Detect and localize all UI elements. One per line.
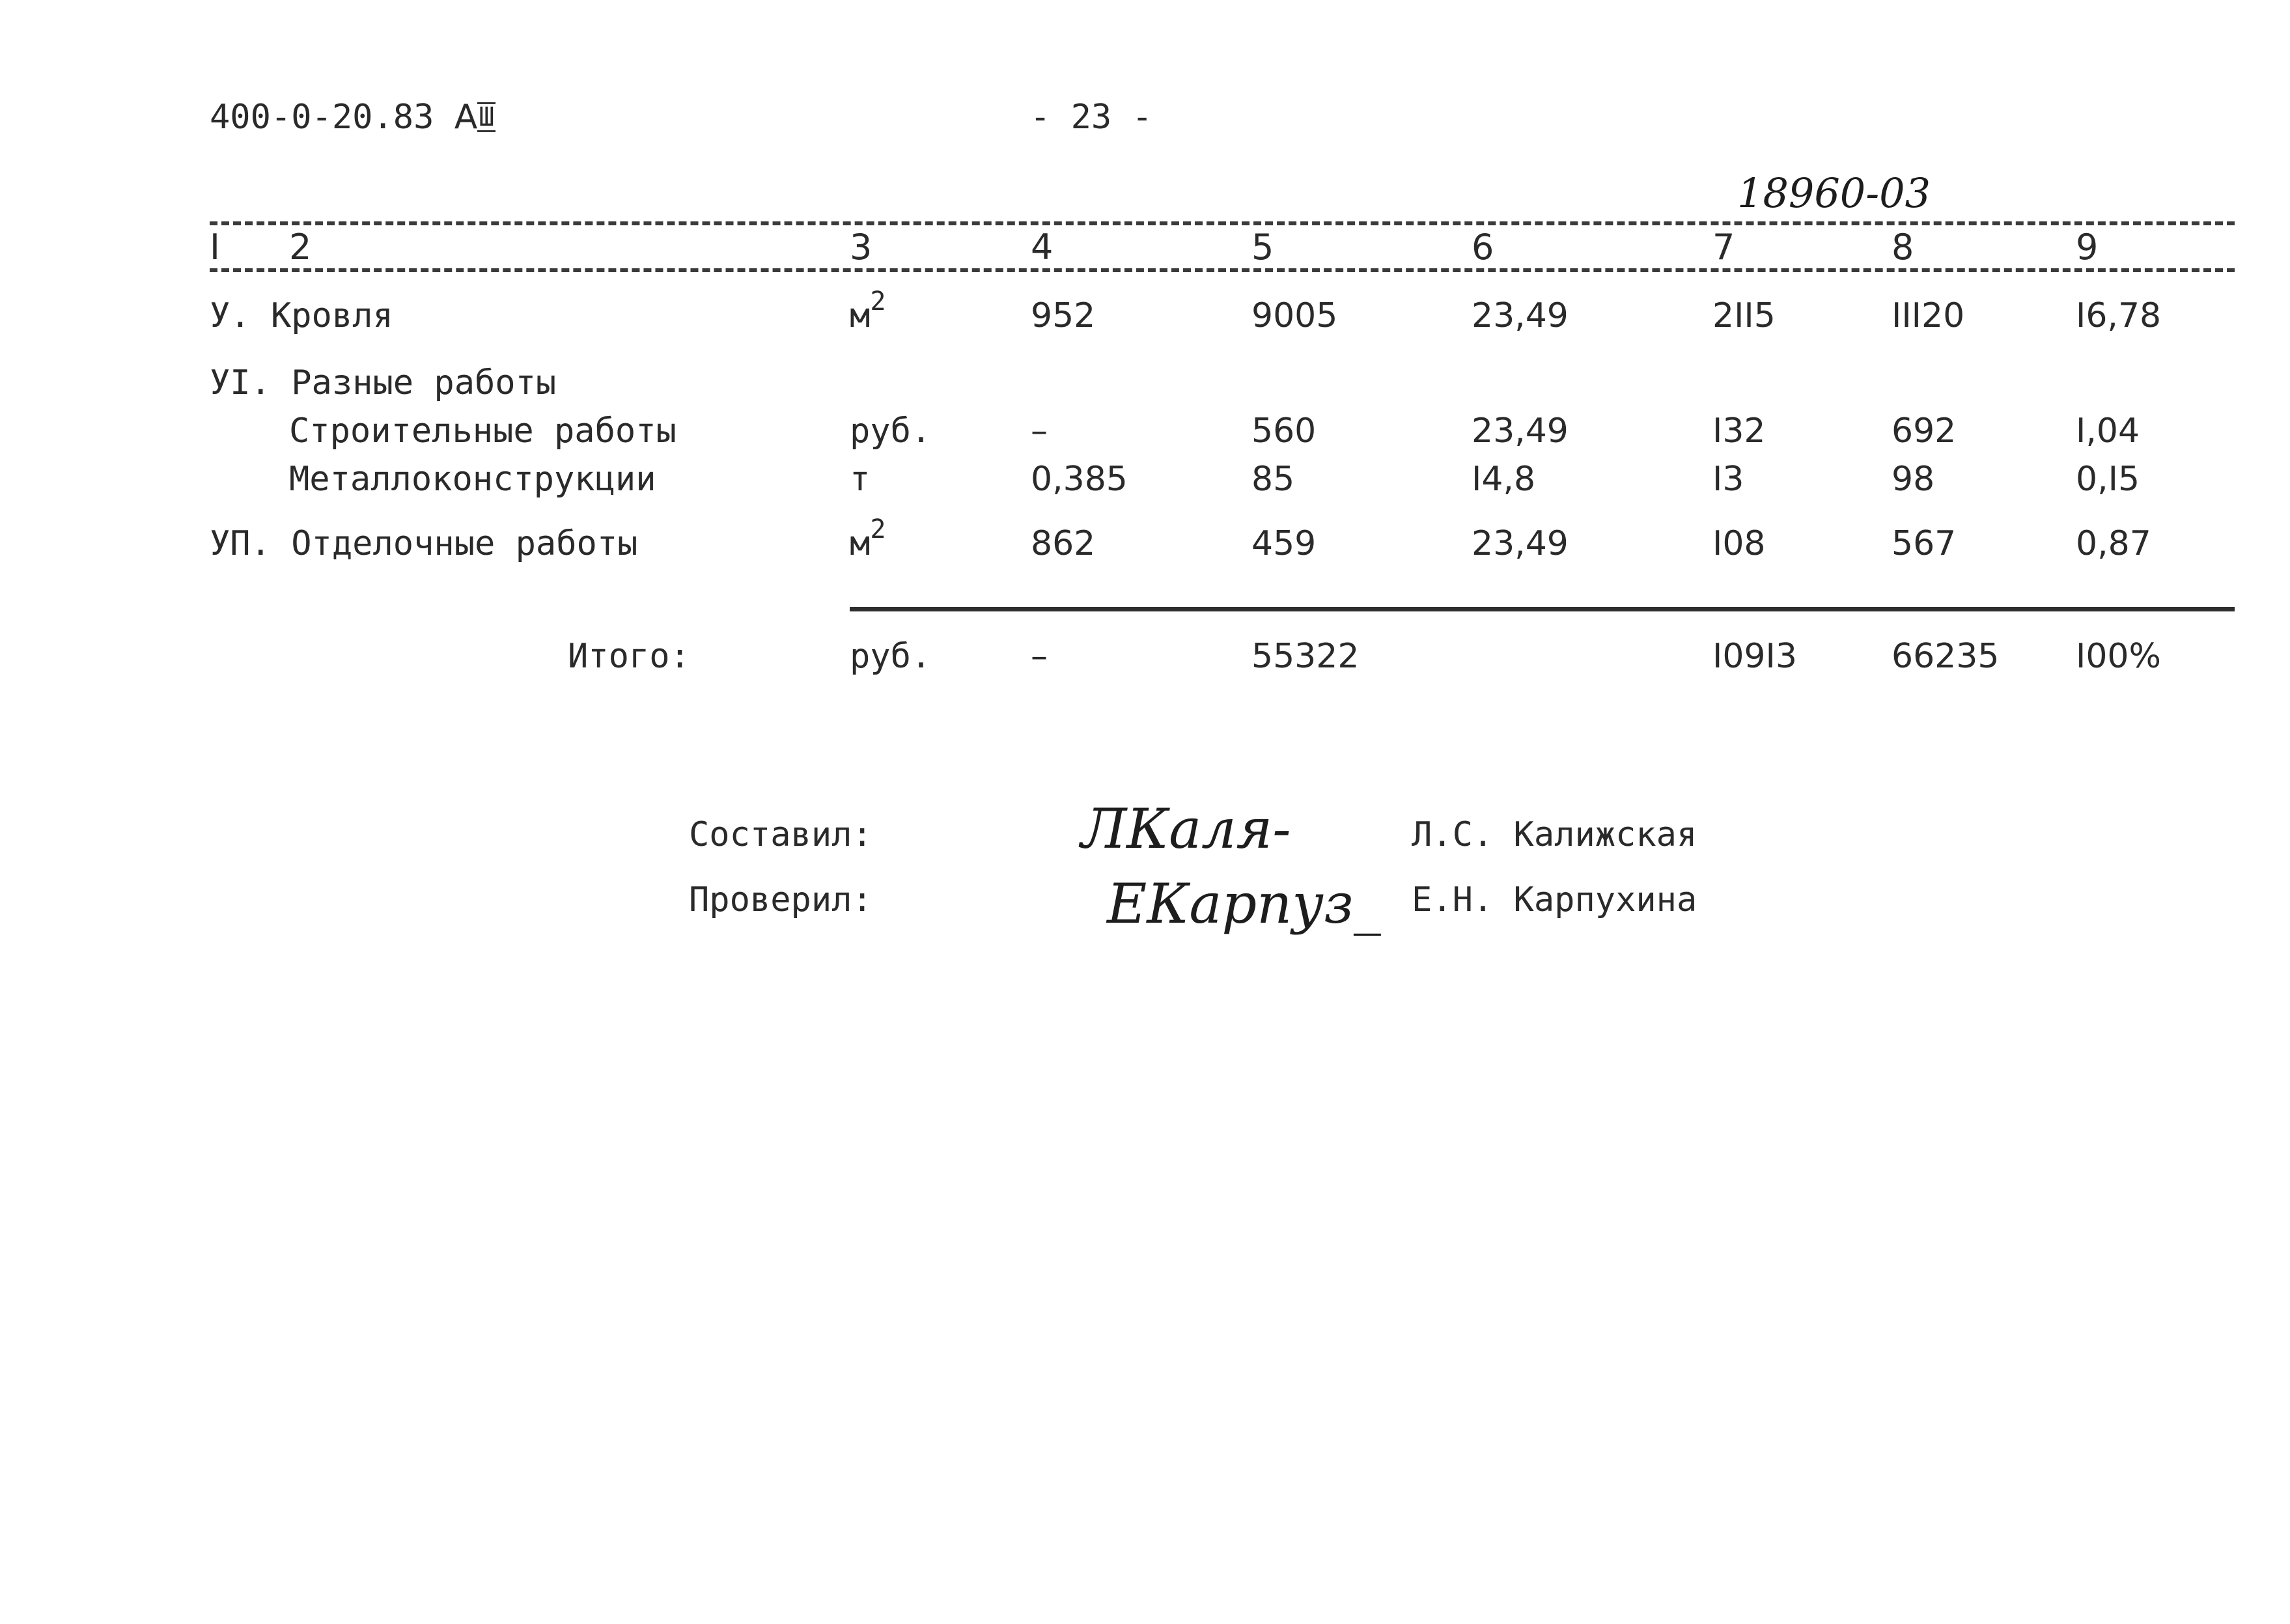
col-header-1: I xyxy=(210,227,220,268)
document-code-suffix-box: Ш xyxy=(479,102,495,132)
col-header-9: 9 xyxy=(2076,227,2099,268)
table-row-roofing xyxy=(210,296,393,335)
cell-col5: 9005 xyxy=(1251,296,1338,335)
table-top-rule xyxy=(210,221,2235,225)
cell-col6: 23,49 xyxy=(1472,524,1569,563)
col-header-3: 3 xyxy=(850,227,873,268)
subrow-label-metal: Металлоконструкции xyxy=(289,460,656,499)
table-row-finishing xyxy=(210,524,637,563)
cell-col7: I08 xyxy=(1712,524,1766,563)
cell-col5: 560 xyxy=(1251,412,1317,451)
cell-col5: 459 xyxy=(1251,524,1317,563)
cell-col4: 0,385 xyxy=(1031,460,1128,499)
unit-cell: $м^2$ xyxy=(850,287,886,335)
cell-col9: I6,78 xyxy=(2076,296,2162,335)
cell-col6: 23,49 xyxy=(1472,296,1569,335)
cell-col4: 952 xyxy=(1031,296,1096,335)
cell-col9: I,04 xyxy=(2076,412,2140,451)
handwritten-archive-number: 18960-03 xyxy=(1737,169,1931,217)
table-header-rule xyxy=(210,268,2235,272)
total-label: Итого: xyxy=(568,637,690,676)
col-header-4: 4 xyxy=(1031,227,1054,268)
section-number: УП. xyxy=(210,524,271,563)
cell-col8: III20 xyxy=(1892,296,1965,335)
cell-col8: 98 xyxy=(1892,460,1935,499)
section-number: У. xyxy=(210,296,251,335)
section-number: УI. xyxy=(210,363,271,402)
cell-col4: – xyxy=(1031,412,1048,451)
section-title: Кровля xyxy=(270,296,393,335)
total-col5: 55322 xyxy=(1251,637,1360,676)
document-code-number: 400-0-20.83 xyxy=(210,98,434,137)
cell-col5: 85 xyxy=(1251,460,1295,499)
cell-col9: 0,87 xyxy=(2076,524,2151,563)
col-header-5: 5 xyxy=(1251,227,1274,268)
total-col4: – xyxy=(1031,637,1048,676)
document-code-suffix: А xyxy=(454,98,478,137)
unit-cell: $м^2$ xyxy=(850,514,886,563)
cell-col7: I32 xyxy=(1712,412,1766,451)
cell-col8: 567 xyxy=(1892,524,1957,563)
col-header-8: 8 xyxy=(1892,227,1914,268)
total-col8: 66235 xyxy=(1892,637,2000,676)
col-header-6: 6 xyxy=(1472,227,1494,268)
table-row-misc-works xyxy=(210,363,556,402)
cell-col8: 692 xyxy=(1892,412,1957,451)
col-header-7: 7 xyxy=(1712,227,1735,268)
checked-name: Е.Н. Карпухина xyxy=(1412,880,1697,919)
document-code xyxy=(210,98,496,137)
cell-col9: 0,I5 xyxy=(2076,460,2140,499)
col-header-2: 2 xyxy=(289,227,312,268)
cell-col4: 862 xyxy=(1031,524,1096,563)
cell-col7: I3 xyxy=(1712,460,1744,499)
page-number: - 23 - xyxy=(1030,98,1152,137)
cell-col7: 2II5 xyxy=(1712,296,1776,335)
total-col9: I00% xyxy=(2076,637,2161,676)
total-rule xyxy=(850,607,2235,611)
unit-cell: т xyxy=(850,460,871,499)
compiled-name: Л.С. Калижская xyxy=(1412,815,1697,854)
total-unit: руб. xyxy=(850,637,932,676)
checked-label: Проверил: xyxy=(689,880,873,919)
cell-col6: 23,49 xyxy=(1472,412,1569,451)
section-title: Отделочные работы xyxy=(291,524,638,563)
subrow-label-construction: Строительные работы xyxy=(289,412,677,451)
compiled-label: Составил: xyxy=(689,815,873,854)
checked-signature: ЕКарпуз_ xyxy=(1107,872,1381,936)
compiled-signature: ЛКаля- xyxy=(1081,797,1291,861)
total-col7: I09I3 xyxy=(1712,637,1797,676)
section-title: Разные работы xyxy=(291,363,557,402)
unit-cell: руб. xyxy=(850,412,932,451)
cell-col6: I4,8 xyxy=(1472,460,1536,499)
